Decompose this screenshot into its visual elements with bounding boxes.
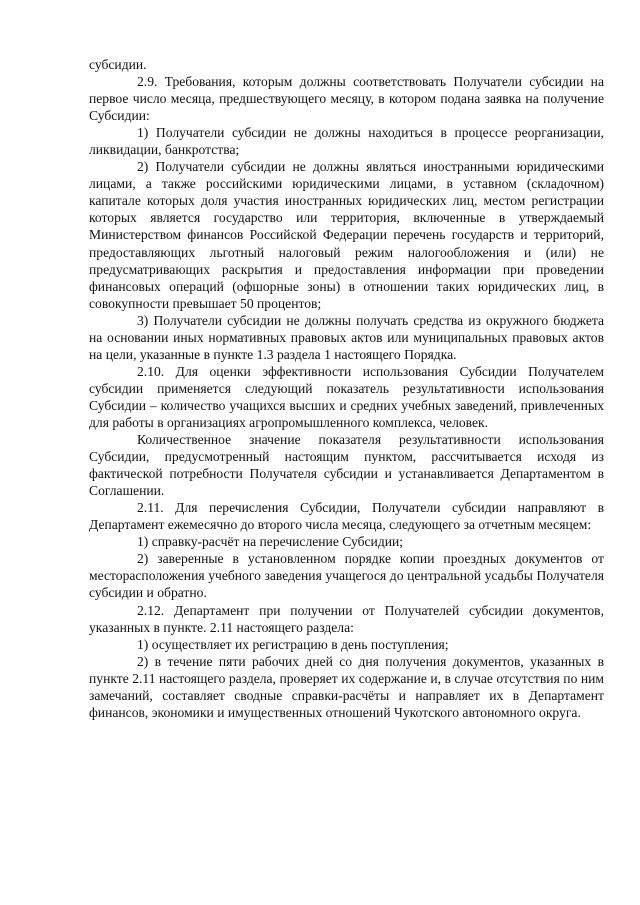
paragraph-2-12-item-2: 2) в течение пяти рабочих дней со дня получения документов, указанных в пункте 2.11 настоящего раздела, проверяет их содержание и, в случае отсутствия по ним замечаний, составляет сводные справки-расчёты и направляет их в Департамент финансов, экономики и имущественных отношений Чукотского автономного округа. bbox=[89, 653, 604, 720]
paragraph-2-9-item-3: 3) Получатели субсидии не должны получать средства из окружного бюджета на основании иных нормативных правовых актов или муниципальных правовых актов на цели, указанные в пункте 1.3 раздела 1 настоящего Порядка. bbox=[89, 312, 604, 362]
paragraph: субсидии. bbox=[89, 57, 147, 72]
paragraph-2-10-value: Количественное значение показателя результативности использования Субсидии, предусмотренный настоящим пунктом, рассчитывается исходя из фактической потребности Получателя субсидии и устанавливается Департаментом в Соглашении. bbox=[89, 432, 604, 499]
paragraph-2-10: 2.10. Для оценки эффективности использования Субсидии Получателем субсидии применяется следующий показатель результативности использования Субсидии – количество учащихся высших и средних учебных заведений, привлеченных для работы в организациях агропромышленного комплекса, человек. bbox=[89, 363, 604, 430]
paragraph-2-9: 2.9. Требования, которым должны соответствовать Получатели субсидии на первое число месяца, предшествующего месяцу, в котором подана заявка на получение Субсидии: bbox=[89, 74, 604, 124]
paragraph-2-11-item-2: 2) заверенные в установленном порядке копии проездных документов от месторасположения учебного заведения учащегося до центральной усадьбы Получателя субсидии и обратно. bbox=[89, 551, 604, 601]
paragraph-2-12-item-1: 1) осуществляет их регистрацию в день поступления; bbox=[137, 636, 449, 652]
paragraph-2-9-item-1: 1) Получатели субсидии не должны находиться в процессе реорганизации, ликвидации, банкротства; bbox=[89, 125, 604, 158]
paragraph-2-9-item-2: 2) Получатели субсидии не должны являться иностранными юридическими лицами, а также российскими юридическими лицами, в уставном (складочном) капитале которых доля участия иностранных юридических лиц, местом регистрации которых является государство или территория, включенные в утверждаемый Министерством финансов Российской Федерации перечень государств и территорий, предоставляющих льготный налоговый режим налогообложения и (или) не предусматривающих раскрытия и предоставления информации при проведении финансовых операций (офшорные зоны) в отношении таких юридических лиц, в совокупности превышает 50 процентов; bbox=[89, 159, 604, 311]
paragraph-2-12: 2.12. Департамент при получении от Получателей субсидии документов, указанных в пункте. 2.11 настоящего раздела: bbox=[89, 602, 604, 635]
paragraph-2-11-item-1: 1) справку-расчёт на перечисление Субсидии; bbox=[137, 534, 404, 550]
paragraph-2-11: 2.11. Для перечисления Субсидии, Получатели субсидии направляют в Департамент ежемесячно до второго числа месяца, следующего за отчетным месяцем: bbox=[89, 500, 604, 533]
